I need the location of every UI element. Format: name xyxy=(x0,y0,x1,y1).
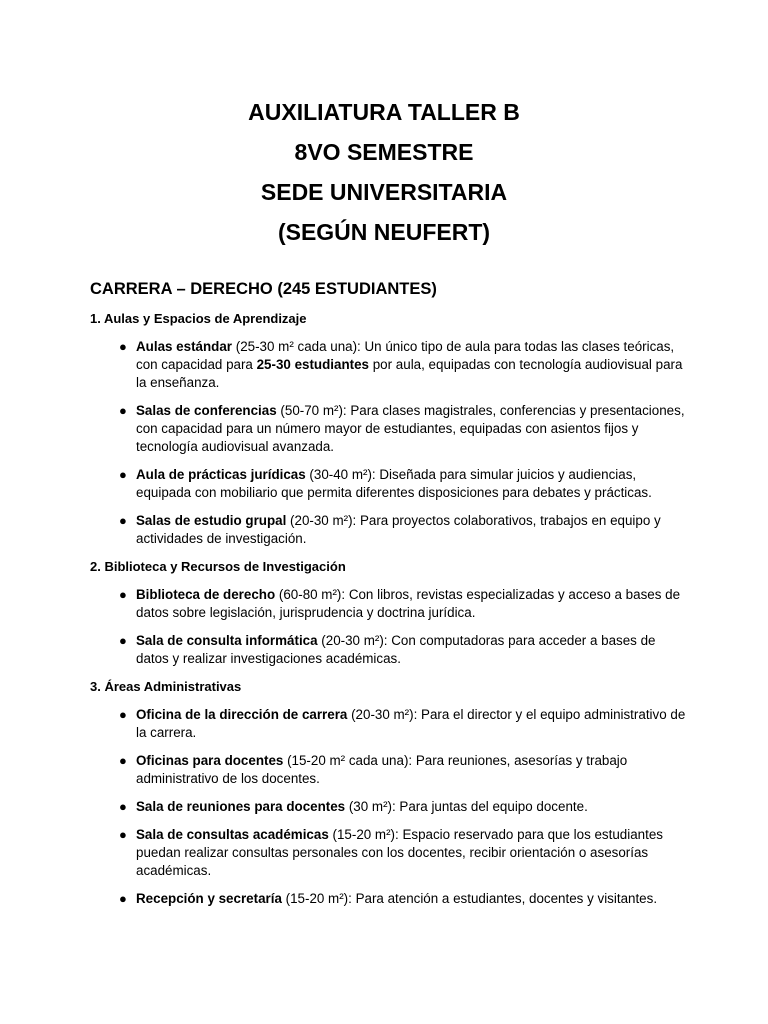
item-name: Biblioteca de derecho xyxy=(136,587,276,602)
list-item xyxy=(90,890,690,908)
list-item xyxy=(90,512,690,548)
list-item xyxy=(90,402,690,456)
item-list xyxy=(90,706,690,908)
list-item xyxy=(90,706,690,742)
item-name: Recepción y secretaría xyxy=(136,891,282,906)
list-item xyxy=(90,798,690,816)
item-description: (20-30 m²): Para proyectos colaborativos, trabajos en equipo y actividades de investigación. xyxy=(136,513,661,546)
bullet-icon: ● xyxy=(119,403,127,418)
item-description: (30-40 m²): Diseñada para simular juicios y audiencias, equipada con mobiliario que permita diferentes disposiciones para debates y prácticas. xyxy=(136,467,652,500)
bullet-icon: ● xyxy=(119,467,127,482)
item-name: Sala de consultas académicas xyxy=(136,827,329,842)
document-body xyxy=(90,310,690,918)
list-item xyxy=(90,752,690,788)
bullet-icon: ● xyxy=(119,339,127,354)
item-name: Aula de prácticas jurídicas xyxy=(136,467,306,482)
item-name: Aulas estándar xyxy=(136,339,233,354)
title-line: (SEGÚN NEUFERT) xyxy=(277,219,491,245)
item-description: (30 m²): Para juntas del equipo docente. xyxy=(345,799,588,814)
item-name: Oficina de la dirección de carrera xyxy=(136,707,348,722)
item-name: Sala de consulta informática xyxy=(136,633,318,648)
item-description: por aula, equipadas con tecnología audiovisual para la enseñanza. xyxy=(136,357,683,390)
bullet-icon: ● xyxy=(119,513,127,528)
item-description: (15-20 m²): Para atención a estudiantes, docentes y visitantes. xyxy=(281,891,658,906)
item-description: (15-20 m²): Espacio reservado para que los estudiantes puedan realizar consultas personales con los docentes, recibir orientación o asesorías académicas. xyxy=(136,827,663,878)
item-description: (20-30 m²): Para el director y el equipo administrativo de la carrera. xyxy=(136,707,686,740)
item-name: Oficinas para docentes xyxy=(136,753,284,768)
item-list xyxy=(90,586,690,668)
item-description: (25-30 m² cada una): Un único tipo de aula para todas las clases teóricas, con capacidad para xyxy=(136,339,675,372)
section-heading: 3. Áreas Administrativas xyxy=(90,679,242,694)
bullet-icon: ● xyxy=(119,891,127,906)
item-list xyxy=(90,338,690,548)
item-name: Salas de conferencias xyxy=(136,403,277,418)
list-item xyxy=(90,586,690,622)
list-item xyxy=(90,632,690,668)
item-description: (50-70 m²): Para clases magistrales, conferencias y presentaciones, con capacidad para un número mayor de estudiantes, equipadas con asientos fijos y tecnología audiovisual avanzada. xyxy=(136,403,685,454)
list-item xyxy=(90,466,690,502)
title-line: SEDE UNIVERSITARIA xyxy=(260,179,508,205)
section-heading: 1. Aulas y Espacios de Aprendizaje xyxy=(90,311,307,326)
list-item xyxy=(90,338,690,392)
bullet-icon: ● xyxy=(119,633,127,648)
title-line: 8VO SEMESTRE xyxy=(294,139,474,165)
bullet-icon: ● xyxy=(119,827,127,842)
bullet-icon: ● xyxy=(119,799,127,814)
item-name: Sala de reuniones para docentes xyxy=(136,799,346,814)
career-heading: CARRERA – DERECHO (245 ESTUDIANTES) xyxy=(90,280,437,298)
bullet-icon: ● xyxy=(119,587,127,602)
bullet-icon: ● xyxy=(119,707,127,722)
item-name: Salas de estudio grupal xyxy=(136,513,287,528)
list-item xyxy=(90,826,690,880)
title-line: AUXILIATURA TALLER B xyxy=(248,99,520,125)
item-description: (15-20 m² cada una): Para reuniones, asesorías y trabajo administrativo de los docentes. xyxy=(136,753,628,786)
bullet-icon: ● xyxy=(119,753,127,768)
document-title xyxy=(0,92,768,252)
item-description: (60-80 m²): Con libros, revistas especializadas y acceso a bases de datos sobre legislación, jurisprudencia y doctrina jurídica. xyxy=(136,587,681,620)
item-highlight: 25-30 estudiantes xyxy=(256,357,369,372)
item-description: (20-30 m²): Con computadoras para acceder a bases de datos y realizar investigaciones académicas. xyxy=(136,633,656,666)
section-heading: 2. Biblioteca y Recursos de Investigación xyxy=(90,559,346,574)
